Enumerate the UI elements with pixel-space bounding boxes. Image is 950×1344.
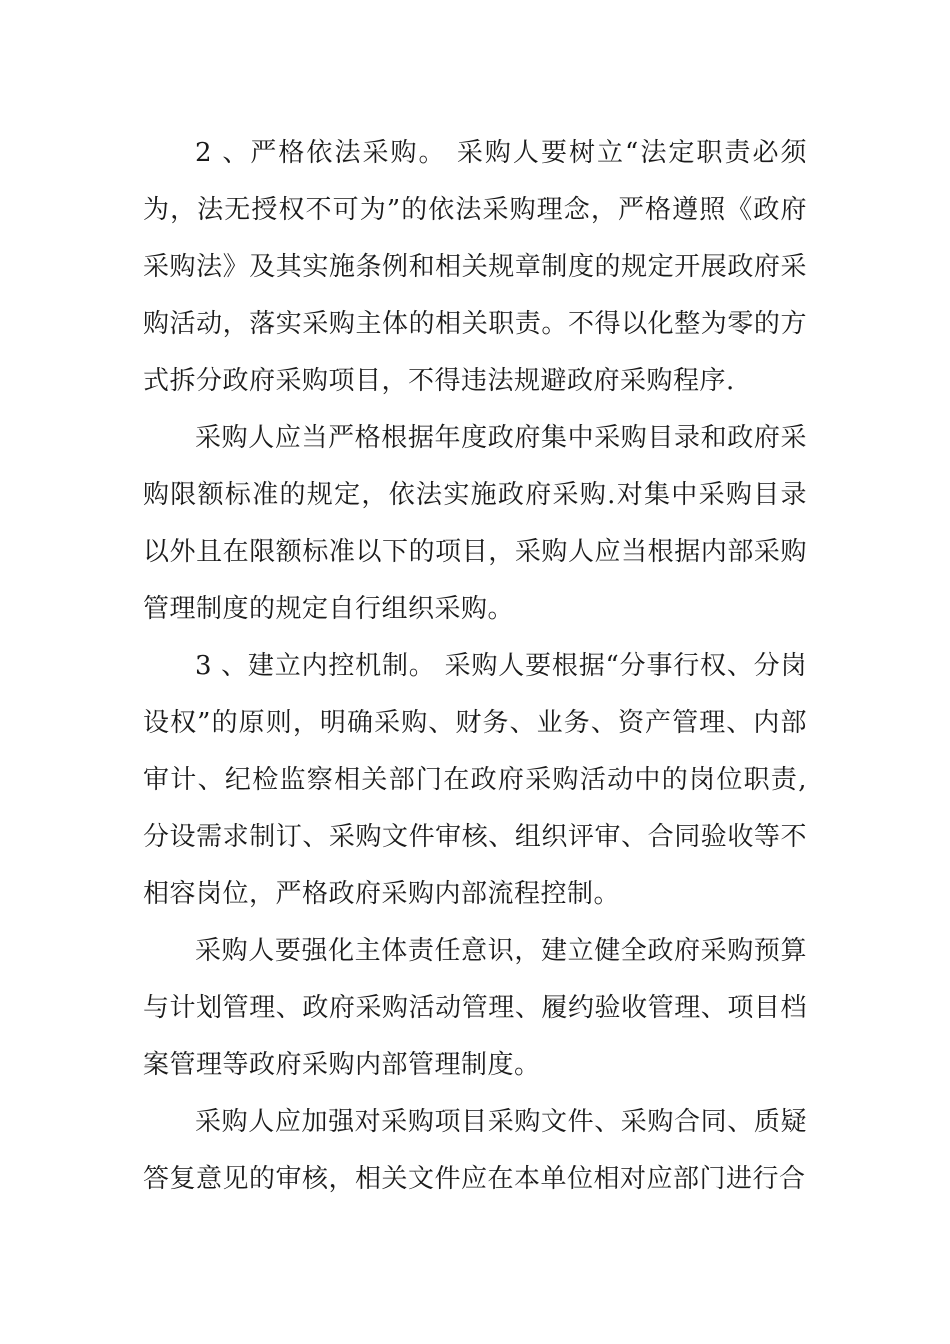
paragraph-strict-procurement: 2 、严格依法采购。 采购人要树立“法定职责必须为，法无授权不可为”的依法采购理念，严格遵照《政府采购法》及其实施条例和相关规章制度的规定开展政府采购活动，落实采购主体的相关职责。不得以化整为零的方式拆分政府采购项目，不得违法规避政府采购程序. — [143, 138, 807, 396]
paragraph-internal-control: 3 、建立内控机制。 采购人要根据“分事行权、分岗设权”的原则，明确采购、财务、业务、资产管理、内部审计、纪检监察相关部门在政府采购活动中的岗位职责,分设需求制订、采购文件审核、组织评审、合同验收等不相容岗位，严格政府采购内部流程控制。 — [143, 651, 807, 909]
paragraph-procurement-catalog: 采购人应当严格根据年度政府集中采购目录和政府采购限额标准的规定，依法实施政府采购.对集中采购目录以外且在限额标准以下的项目，采购人应当根据内部采购管理制度的规定自行组织采购。 — [143, 423, 807, 624]
paragraph-document-review: 采购人应加强对采购项目采购文件、采购合同、质疑答复意见的审核，相关文件应在本单位相对应部门进行合 — [143, 1107, 807, 1194]
document-body — [143, 125, 807, 1208]
paragraph-management-system: 采购人要强化主体责任意识，建立健全政府采购预算与计划管理、政府采购活动管理、履约验收管理、项目档案管理等政府采购内部管理制度。 — [143, 936, 807, 1080]
